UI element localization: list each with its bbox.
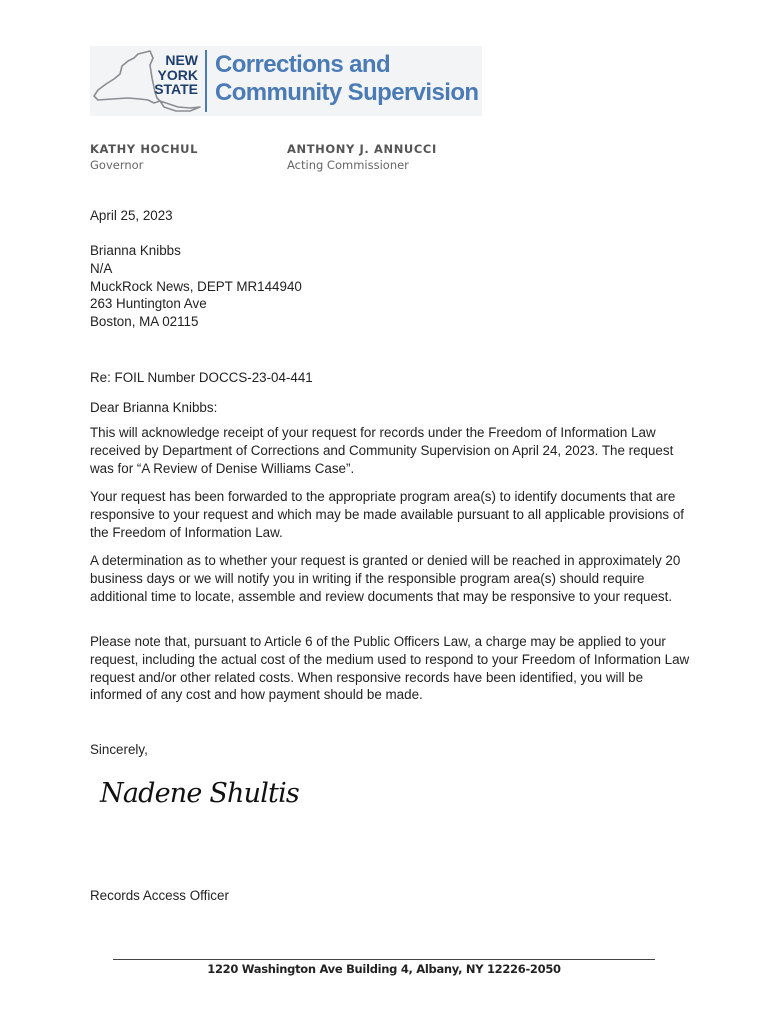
wordmark-line-new: NEW <box>165 52 198 68</box>
signature: Nadene Shultis <box>100 778 299 809</box>
wordmark-line-state: STATE <box>154 81 198 97</box>
wordmark-line-york: YORK <box>157 66 198 83</box>
closing: Sincerely, <box>90 742 148 757</box>
recipient-street: 263 Huntington Ave <box>90 296 207 312</box>
subject-line: Re: FOIL Number DOCCS-23-04-441 <box>90 370 313 385</box>
body-paragraph: This will acknowledge receipt of your request for records under the Freedom of Information Law received by Department of Corrections and Community Supervision on April 24, 2023. The request was for “A Review of Denise Williams Case”. <box>90 425 674 476</box>
new-york-state-wordmark <box>152 53 198 97</box>
footer-divider <box>113 959 655 960</box>
body-paragraph: Your request has been forwarded to the appropriate program area(s) to identify documents that are responsive to your request and which may be made available pursuant to all applicable provisions of the Freedom of Information Law. <box>90 489 684 540</box>
recipient-name: Brianna Knibbs <box>90 243 181 258</box>
agency-name <box>215 51 485 107</box>
salutation: Dear Brianna Knibbs: <box>90 400 218 415</box>
letter-date: April 25, 2023 <box>90 208 173 223</box>
body-paragraph: A determination as to whether your request is granted or denied will be reached in approximately 20 business days or we will notify you in writing if the responsible program area(s) should require additional time to locate, assemble and review documents that may be responsive to your request. <box>90 553 681 604</box>
recipient-organization: MuckRock News, DEPT MR144940 <box>90 278 302 294</box>
commissioner-name: ANTHONY J. ANNUCCI <box>287 142 437 156</box>
agency-name-line2: Community Supervision <box>215 79 479 106</box>
signer-title: Records Access Officer <box>90 888 229 903</box>
governor-title: Governor <box>90 158 144 172</box>
logo-divider <box>205 50 207 112</box>
commissioner-title: Acting Commissioner <box>287 158 409 172</box>
governor-block <box>90 142 198 174</box>
commissioner-block <box>287 142 437 174</box>
recipient-address <box>90 242 690 331</box>
agency-logo <box>90 46 482 116</box>
body-paragraph: Please note that, pursuant to Article 6 of the Public Officers Law, a charge may be applied to your request, including the actual cost of the medium used to respond to your Freedom of Information Law request and/or other related costs. When responsive records have been identified, you will be informed of any cost and how payment should be made. <box>90 634 690 703</box>
agency-name-line1: Corrections and <box>215 51 391 78</box>
recipient-city: Boston, MA 02115 <box>90 314 199 330</box>
footer-address: 1220 Washington Ave Building 4, Albany, NY 12226-2050 <box>207 962 561 976</box>
recipient-line2: N/A <box>90 260 113 276</box>
governor-name: KATHY HOCHUL <box>90 142 199 156</box>
